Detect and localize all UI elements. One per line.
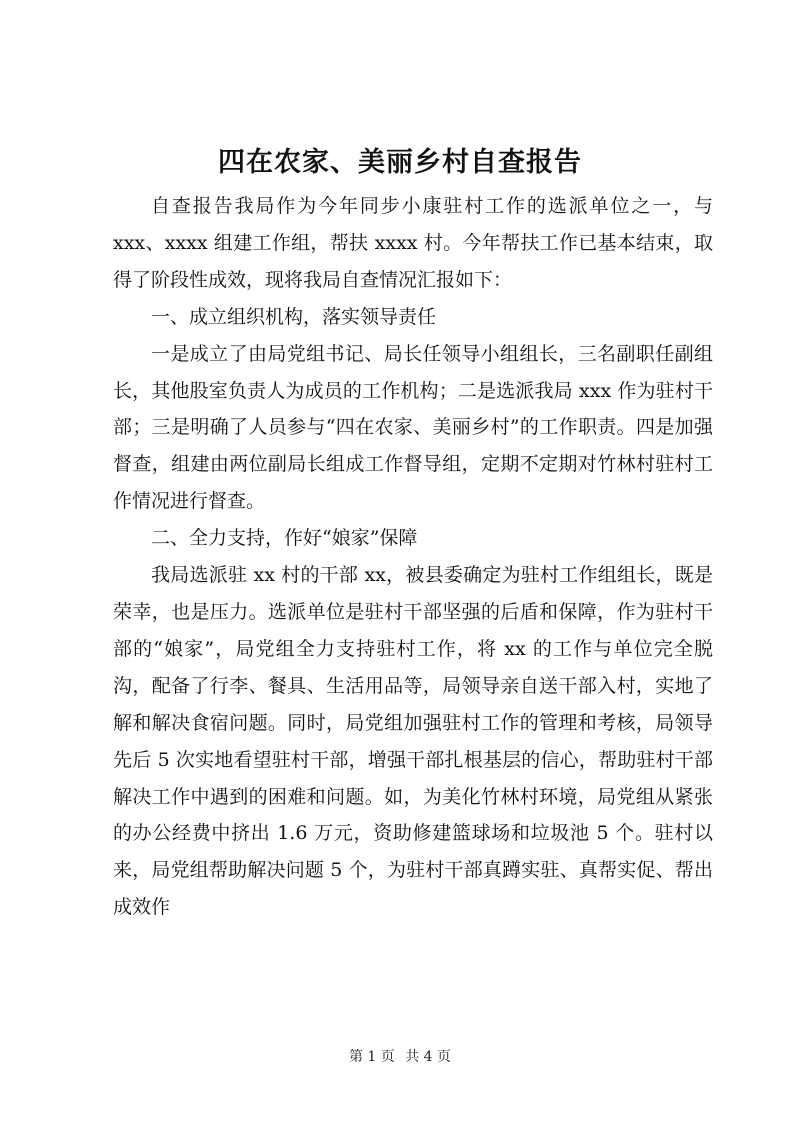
- section-2-paragraph: 我局选派驻 xx 村的干部 xx，被县委确定为驻村工作组组长，既是荣幸，也是压力。选派单位是驻村干部坚强的后盾和保障，作为驻村干部的“娘家”，局党组全力支持驻村工作，将 xx 的工作与单位完全脱沟，配备了行李、餐具、生活用品等，局领导亲自送干部入村，实地了解和解决食宿问题。同时，局党组加强驻村工作的管理和考核，局领导先后 5 次实地看望驻村干部，增强干部扎根基层的信心，帮助驻村干部解决工作中遇到的困难和问题。如，为美化竹林村环境，局党组从紧张的办公经费中挤出 1.6 万元，资助修建篮球场和垃圾池 5 个。驻村以来，局党组帮助解决问题 5 个，为驻村干部真蹲实驻、真帮实促、帮出成效作: [113, 564, 713, 919]
- section-heading-1: 一、成立组织机构，落实领导责任: [151, 305, 437, 328]
- page-footer: [0, 1047, 800, 1067]
- page-total: 共 4 页: [405, 1049, 452, 1065]
- section-1-paragraph: 一是成立了由局党组书记、局长任领导小组组长，三名副职任副组长，其他股室负责人为成员的工作机构；二是选派我局 xxx 作为驻村干部；三是明确了人员参与“四在农家、美丽乡村”的工作职责。四是加强督查，组建由两位副局长组成工作督导组，定期不定期对竹林村驻村工作情况进行督查。: [113, 342, 713, 513]
- intro-paragraph: 自查报告我局作为今年同步小康驻村工作的选派单位之一，与 xxx、xxxx 组建工作组，帮扶 xxxx 村。今年帮扶工作已基本结束，取得了阶段性成效，现将我局自查情况汇报如下：: [113, 195, 713, 291]
- page-number: 第 1 页: [348, 1049, 395, 1065]
- document-body: [113, 188, 713, 926]
- section-heading-2: 二、全力支持，作好“娘家”保障: [151, 527, 418, 550]
- document-title: 四在农家、美丽乡村自查报告: [218, 147, 582, 178]
